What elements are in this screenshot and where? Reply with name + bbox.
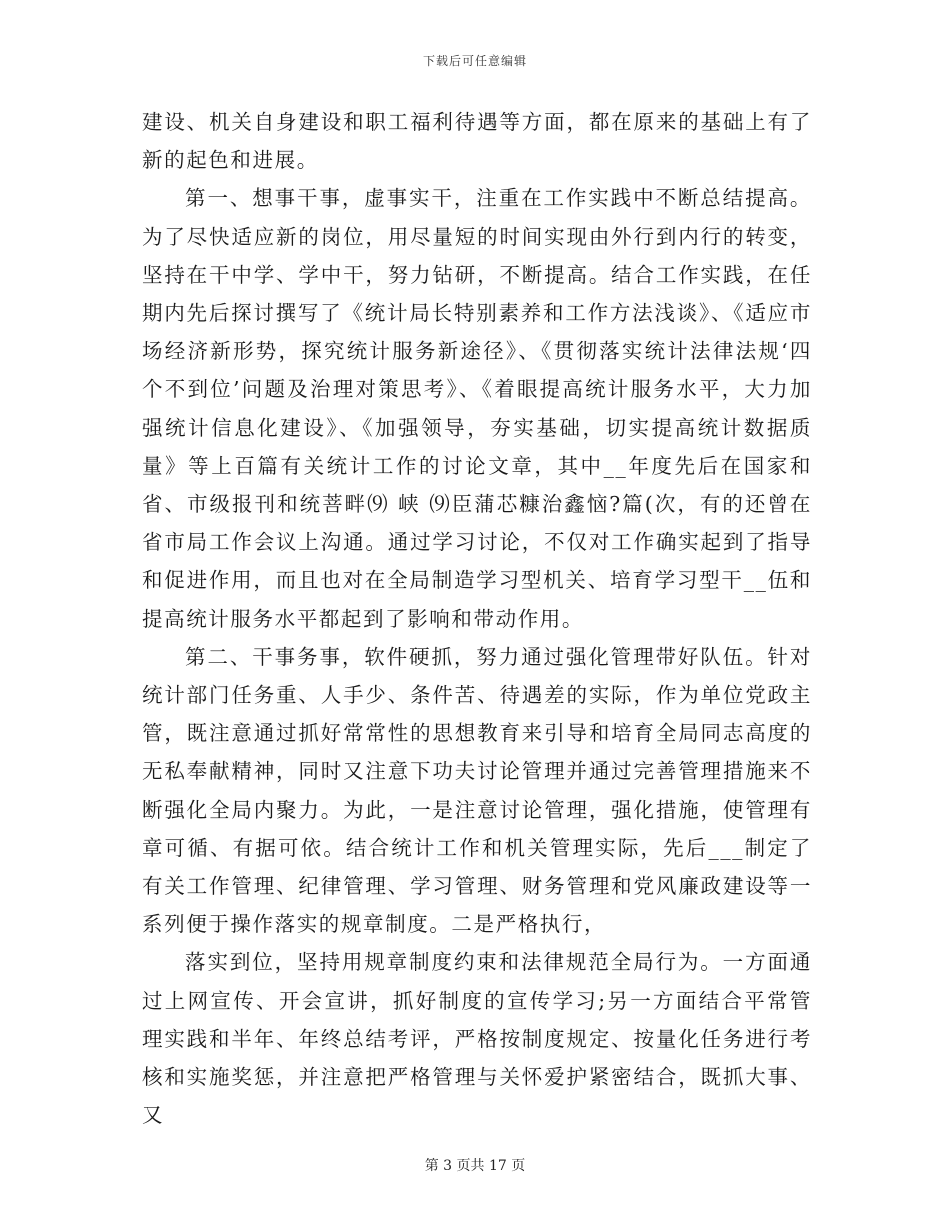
body-text <box>142 103 812 1134</box>
paragraph-continuation: 建设、机关自身建设和职工福利待遇等方面，都在原来的基础上有了新的起色和进展。 <box>142 110 812 173</box>
paragraph-point-two: 第二、干事务事，软件硬抓，努力通过强化管理带好队伍。针对统计部门任务重、人手少、条件苦、待遇差的实际，作为单位党政主管，既注意通过抓好常常性的思想教育来引导和培育全局同志高度的无私奉献精神，同时又注意下功夫讨论管理并通过完善管理措施来不断强化全局内聚力。为此，一是注意讨论管理，强化措施，使管理有章可循、有据可依。结合统计工作和机关管理实际，先后___制定了有关工作管理、纪律管理、学习管理、财务管理和党风廉政建设等一系列便于操作落实的规章制度。二是严格执行， <box>142 644 812 937</box>
paragraph-implementation: 落实到位，坚持用规章制度约束和法律规范全局行为。一方面通过上网宣传、开会宣讲，抓好制度的宣传学习;另一方面结合平常管理实践和半年、年终总结考评，严格按制度规定、按量化任务进行考核和实施奖惩，并注意把严格管理与关怀爱护紧密结合，既抓大事、又 <box>142 950 812 1128</box>
page-header: 下载后可任意编辑 <box>422 54 527 68</box>
paragraph-point-one: 第一、想事干事，虚事实干，注重在工作实践中不断总结提高。为了尽快适应新的岗位，用尽量短的时间实现由外行到内行的转变，坚持在干中学、学中干，努力钻研，不断提高。结合工作实践，在任期内先后探讨撰写了《统计局长特别素养和工作方法浅谈》、《适应市场经济新形势，探究统计服务新途径》、《贯彻落实统计法律法规‘四个不到位’问题及治理对策思考》、《着眼提高统计服务水平，大力加强统计信息化建设》、《加强领导，夯实基础，切实提高统计数据质量》等上百篇有关统计工作的讨论文章，其中__年度先后在国家和省、市级报刊和统菩畔⑼ 峡 ⑼臣蒲芯糠治鑫恼?篇(次，有的还曾在省市局工作会议上沟通。通过学习讨论，不仅对工作确实起到了指导和促进作用，而且也对在全局制造学习型机关、培育学习型干__伍和提高统计服务水平都起到了影响和带动作用。 <box>142 186 812 631</box>
page-footer: 第 3 页共 17 页 <box>424 1158 526 1174</box>
